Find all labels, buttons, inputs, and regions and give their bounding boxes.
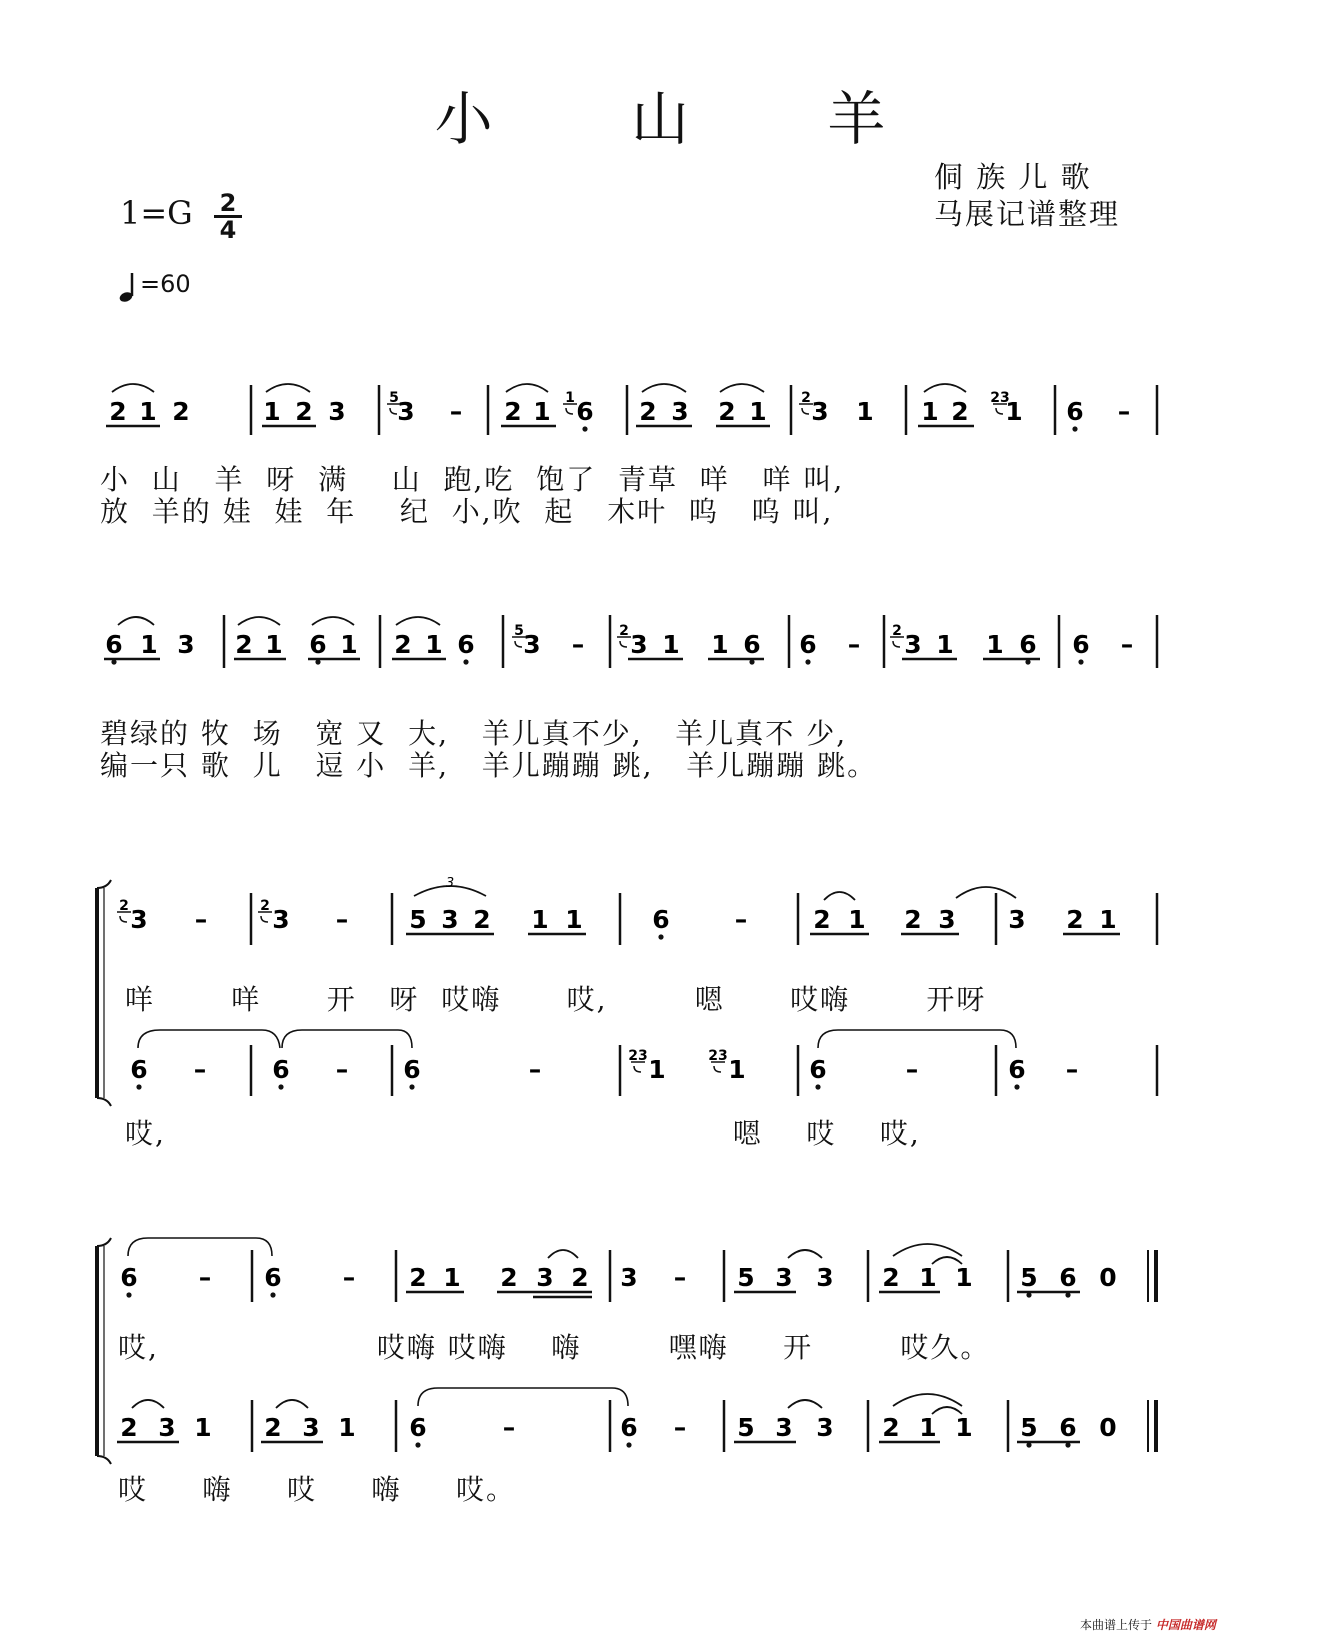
octave-dot xyxy=(1072,426,1077,431)
note: 1 xyxy=(919,1263,937,1292)
grace-slur xyxy=(566,408,573,414)
bracket-hook xyxy=(97,1238,111,1246)
note: 3 xyxy=(775,1263,793,1292)
song-arranger: 马展记谱整理 xyxy=(934,197,1121,231)
note: 2 xyxy=(882,1413,900,1442)
note: 3 xyxy=(1008,905,1026,934)
dash: – xyxy=(1065,1055,1079,1084)
octave-dot xyxy=(126,1292,131,1297)
note: 1 xyxy=(443,1263,461,1292)
note: 1 xyxy=(986,630,1004,659)
octave-dot xyxy=(626,1442,631,1447)
slur xyxy=(788,1250,822,1258)
note: 1 xyxy=(533,397,551,426)
note: 2 xyxy=(235,630,253,659)
note: 3 xyxy=(272,905,290,934)
note: 3 xyxy=(441,905,459,934)
octave-dot xyxy=(658,934,663,939)
note: 2 xyxy=(571,1263,589,1292)
slur xyxy=(548,1250,578,1258)
note: 6 xyxy=(1059,1413,1077,1442)
note: 6 xyxy=(120,1263,138,1292)
note: 6 xyxy=(403,1055,421,1084)
slur xyxy=(132,1400,164,1408)
note: 2 xyxy=(295,397,313,426)
octave-dot xyxy=(815,1084,820,1089)
note: 6 xyxy=(576,397,594,426)
slur xyxy=(893,1244,962,1256)
dash: – xyxy=(502,1413,516,1442)
tie xyxy=(818,1030,1016,1048)
octave-dot xyxy=(409,1084,414,1089)
grace-slur xyxy=(714,1066,721,1072)
slur xyxy=(396,617,440,625)
note: 1 xyxy=(425,630,443,659)
note: 3 xyxy=(671,397,689,426)
upload-credit xyxy=(1080,1616,1216,1633)
lyrics-s2-verse1: 碧绿的 牧 场 宽 又 大, 羊儿真不少, 羊儿真不 少, xyxy=(100,717,848,750)
dash: – xyxy=(198,1263,212,1292)
note: 2 xyxy=(718,397,736,426)
dash: – xyxy=(194,905,208,934)
note: 3 xyxy=(328,397,346,426)
note: 5 xyxy=(409,905,427,934)
credit-prefix: 本曲谱上传于 xyxy=(1080,1618,1153,1632)
octave-dot xyxy=(270,1292,275,1297)
slur xyxy=(924,384,966,392)
slur xyxy=(642,384,686,392)
note: 6 xyxy=(743,630,761,659)
dash: – xyxy=(673,1413,687,1442)
dash: – xyxy=(673,1263,687,1292)
note: 3 xyxy=(536,1263,554,1292)
key-signature: 1=G xyxy=(120,194,193,232)
tie xyxy=(956,887,1016,898)
credit-site: 中国曲谱网 xyxy=(1155,1618,1216,1632)
slur xyxy=(312,617,354,625)
tempo-value: =60 xyxy=(140,270,191,298)
octave-dot xyxy=(415,1442,420,1447)
note: 5 xyxy=(737,1413,755,1442)
lyrics-s4-upper: 哎, 哎嗨 哎嗨 嗨 嘿嗨 开 哎久。 xyxy=(118,1331,991,1364)
note: 3 xyxy=(816,1413,834,1442)
note: 1 xyxy=(648,1055,666,1084)
note: 1 xyxy=(728,1055,746,1084)
note: 6 xyxy=(652,905,670,934)
grace-slur xyxy=(634,1066,641,1072)
note: 3 xyxy=(938,905,956,934)
note: 6 xyxy=(799,630,817,659)
note: 6 xyxy=(264,1263,282,1292)
slur xyxy=(893,1394,962,1406)
note: 1 xyxy=(936,630,954,659)
grace-slur xyxy=(996,408,1003,414)
note: 6 xyxy=(620,1413,638,1442)
octave-dot xyxy=(582,426,587,431)
note: 1 xyxy=(1005,397,1023,426)
grace-slur xyxy=(390,408,397,414)
note: 5 xyxy=(1020,1263,1038,1292)
note: 2 xyxy=(639,397,657,426)
note: 3 xyxy=(523,630,541,659)
note: 6 xyxy=(105,630,123,659)
note: 2 xyxy=(904,905,922,934)
bracket-hook xyxy=(97,1456,111,1464)
slur xyxy=(112,384,154,392)
dash: – xyxy=(342,1263,356,1292)
grace-slur xyxy=(515,641,522,647)
slur xyxy=(824,892,855,900)
note: 1 xyxy=(565,905,583,934)
note: 3 xyxy=(811,397,829,426)
grace-note: 23 xyxy=(628,1048,648,1064)
note: 3 xyxy=(904,630,922,659)
note: 1 xyxy=(955,1413,973,1442)
note: 1 xyxy=(921,397,939,426)
octave-dot xyxy=(1078,659,1083,664)
note: 2 xyxy=(264,1413,282,1442)
note: 1 xyxy=(194,1413,212,1442)
note: 6 xyxy=(130,1055,148,1084)
note: 3 xyxy=(177,630,195,659)
grace-note: 2 xyxy=(892,623,902,639)
dash: – xyxy=(905,1055,919,1084)
note: 1 xyxy=(848,905,866,934)
lyrics-s3-lower: 哎, 嗯 哎 哎, xyxy=(125,1117,921,1150)
lyrics-s1-verse2: 放 羊的 娃 娃 年 纪 小,吹 起 木叶 呜 呜 叫, xyxy=(100,495,834,528)
note: 2 xyxy=(1066,905,1084,934)
grace-slur xyxy=(120,916,127,922)
note: 3 xyxy=(816,1263,834,1292)
slur xyxy=(238,617,280,625)
note: 3 xyxy=(775,1413,793,1442)
grace-note: 5 xyxy=(389,390,399,406)
song-title: 小 山 羊 xyxy=(434,85,946,153)
octave-dot xyxy=(1014,1084,1019,1089)
dash: – xyxy=(734,905,748,934)
dash: – xyxy=(193,1055,207,1084)
note: 6 xyxy=(309,630,327,659)
grace-note: 23 xyxy=(708,1048,728,1064)
note: 6 xyxy=(272,1055,290,1084)
slur xyxy=(118,617,154,625)
dash: – xyxy=(335,1055,349,1084)
lyrics-s1-verse1: 小 山 羊 呀 满 山 跑,吃 饱了 青草 咩 咩 叫, xyxy=(100,463,845,496)
note: 6 xyxy=(457,630,475,659)
note: 6 xyxy=(409,1413,427,1442)
note: 3 xyxy=(620,1263,638,1292)
note: 2 xyxy=(813,905,831,934)
tie xyxy=(418,1388,628,1406)
slur xyxy=(788,1400,822,1408)
note: 1 xyxy=(139,397,157,426)
grace-note: 2 xyxy=(619,623,629,639)
octave-dot xyxy=(278,1084,283,1089)
note: 2 xyxy=(882,1263,900,1292)
note: 1 xyxy=(340,630,358,659)
note: 3 xyxy=(302,1413,320,1442)
grace-note: 2 xyxy=(801,390,811,406)
dash: – xyxy=(528,1055,542,1084)
note: 1 xyxy=(955,1263,973,1292)
time-numerator: 2 xyxy=(219,189,237,217)
tie xyxy=(128,1238,272,1256)
note: 1 xyxy=(919,1413,937,1442)
bracket-hook xyxy=(97,1098,111,1106)
grace-note: 1 xyxy=(565,390,575,406)
dash: – xyxy=(571,630,585,659)
slur xyxy=(266,384,310,392)
note: 2 xyxy=(109,397,127,426)
slur xyxy=(276,1400,308,1408)
note: 6 xyxy=(1059,1263,1077,1292)
time-denominator: 4 xyxy=(219,216,237,244)
note: 1 xyxy=(856,397,874,426)
note: 6 xyxy=(809,1055,827,1084)
note: 1 xyxy=(265,630,283,659)
note: 3 xyxy=(158,1413,176,1442)
octave-dot xyxy=(136,1084,141,1089)
note: 1 xyxy=(662,630,680,659)
note: 1 xyxy=(711,630,729,659)
octave-dot xyxy=(805,659,810,664)
dash: – xyxy=(335,905,349,934)
note: 0 xyxy=(1099,1413,1117,1442)
note: 5 xyxy=(737,1263,755,1292)
grace-slur xyxy=(261,916,268,922)
grace-note: 2 xyxy=(119,898,129,914)
note: 1 xyxy=(338,1413,356,1442)
grace-note: 2 xyxy=(260,898,270,914)
note: 2 xyxy=(504,397,522,426)
note: 1 xyxy=(749,397,767,426)
note: 2 xyxy=(120,1413,138,1442)
note: 6 xyxy=(1008,1055,1026,1084)
note: 0 xyxy=(1099,1263,1117,1292)
grace-note: 5 xyxy=(514,623,524,639)
grace-slur xyxy=(893,641,900,647)
dash: – xyxy=(1120,630,1134,659)
note: 5 xyxy=(1020,1413,1038,1442)
note: 2 xyxy=(473,905,491,934)
note: 1 xyxy=(531,905,549,934)
slur xyxy=(506,384,548,392)
note: 3 xyxy=(130,905,148,934)
grace-slur xyxy=(802,408,809,414)
lyrics-s4-lower: 哎 嗨 哎 嗨 哎。 xyxy=(118,1473,517,1506)
triplet-mark: 3 xyxy=(445,876,455,891)
note: 3 xyxy=(630,630,648,659)
dash: – xyxy=(1117,397,1131,426)
note: 3 xyxy=(397,397,415,426)
slur xyxy=(720,384,764,392)
note: 2 xyxy=(500,1263,518,1292)
note: 1 xyxy=(140,630,158,659)
note: 2 xyxy=(951,397,969,426)
note: 2 xyxy=(172,397,190,426)
bracket-hook xyxy=(97,880,111,888)
grace-slur xyxy=(620,641,627,647)
dash: – xyxy=(449,397,463,426)
lyrics-s3-upper: 咩 咩 开 呀 哎嗨 哎, 嗯 哎嗨 开呀 xyxy=(125,983,987,1016)
note: 6 xyxy=(1072,630,1090,659)
grace-note: 23 xyxy=(990,390,1010,406)
note: 1 xyxy=(263,397,281,426)
dash: – xyxy=(847,630,861,659)
note: 1 xyxy=(1099,905,1117,934)
tie xyxy=(138,1030,280,1048)
lyrics-s2-verse2: 编一只 歌 儿 逗 小 羊, 羊儿蹦蹦 跳, 羊儿蹦蹦 跳。 xyxy=(100,749,878,782)
octave-dot xyxy=(463,659,468,664)
note: 2 xyxy=(409,1263,427,1292)
note: 2 xyxy=(394,630,412,659)
notation-notes xyxy=(97,384,1157,1464)
song-source: 侗 族 儿 歌 xyxy=(934,160,1092,194)
note: 6 xyxy=(1019,630,1037,659)
note: 6 xyxy=(1066,397,1084,426)
